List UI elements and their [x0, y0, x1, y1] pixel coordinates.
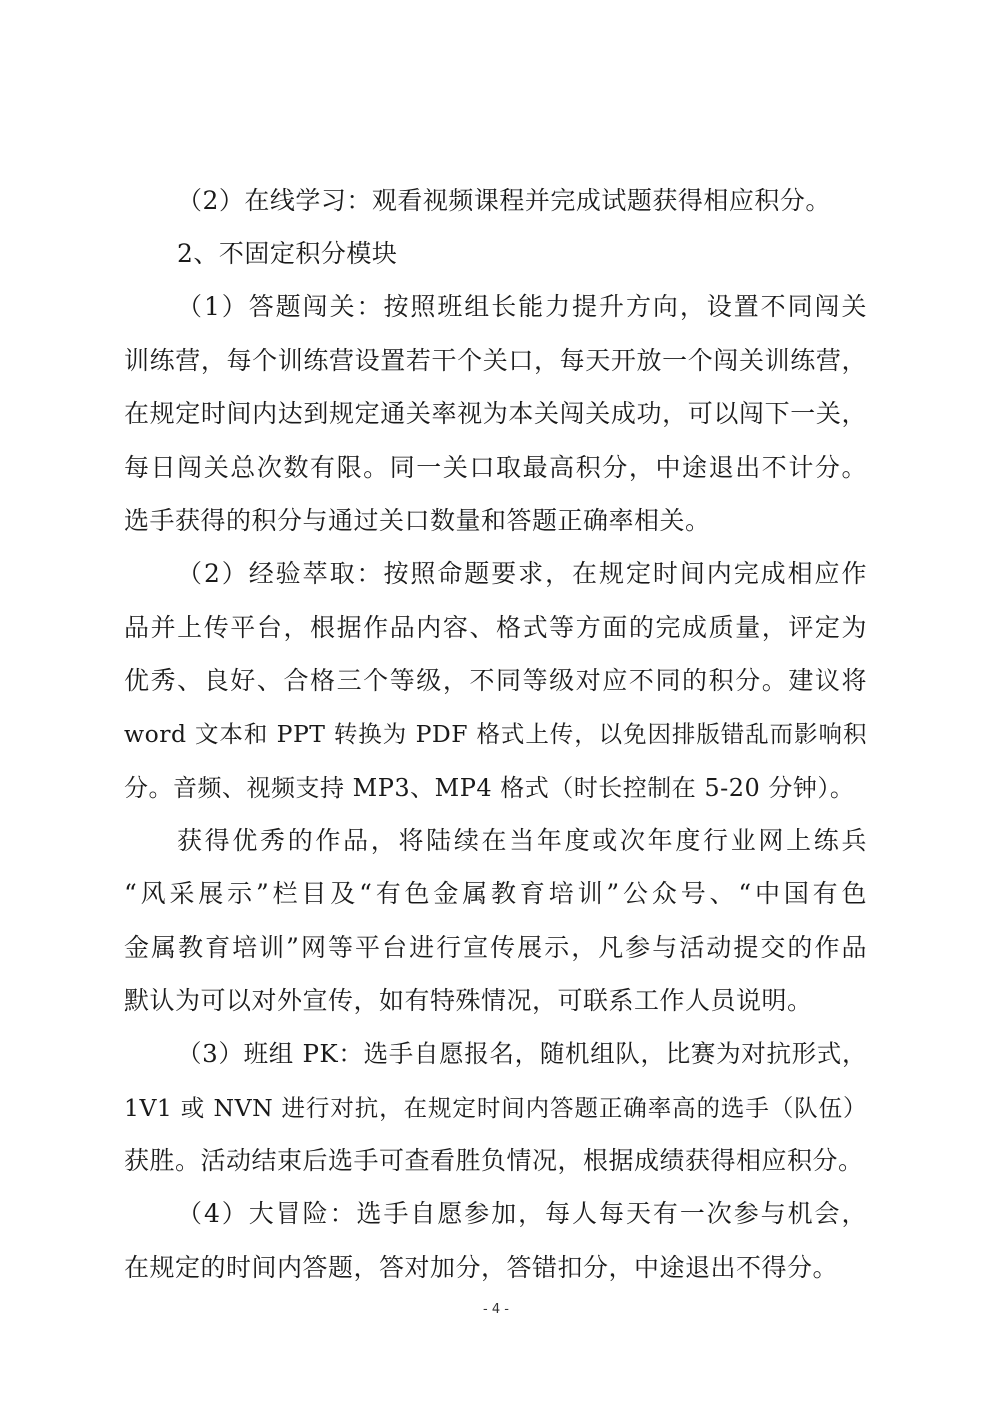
text-line: 2、不固定积分模块: [177, 239, 398, 268]
text-line: 1V1 或 NVN 进行对抗，在规定时间内答题正确率高的选手（队伍）: [124, 1094, 867, 1122]
text-line: word 文本和 PPT 转换为 PDF 格式上传，以免因排版错乱而影响积: [124, 720, 867, 748]
text-line: （2）经验萃取：按照命题要求，在规定时间内完成相应作: [177, 559, 867, 588]
text-line: 获胜。活动结束后选手可查看胜负情况，根据成绩获得相应积分。: [124, 1146, 864, 1175]
text-line: （3）班组 PK：选手自愿报名，随机组队，比赛为对抗形式，: [177, 1039, 867, 1068]
text-line: （1）答题闯关：按照班组长能力提升方向，设置不同闯关: [177, 292, 867, 321]
text-line: 获得优秀的作品，将陆续在当年度或次年度行业网上练兵: [177, 826, 867, 855]
text-line: 每日闯关总次数有限。同一关口取最高积分，中途退出不计分。: [124, 453, 867, 482]
text-line: “风采展示”栏目及“有色金属教育培训”公众号、“中国有色: [124, 879, 867, 908]
text-line: 选手获得的积分与通过关口数量和答题正确率相关。: [124, 506, 711, 535]
text-line: 在规定时间内达到规定通关率视为本关闯关成功，可以闯下一关，: [124, 399, 867, 428]
text-line: 品并上传平台，根据作品内容、格式等方面的完成质量，评定为: [124, 613, 867, 642]
page-number: - 4 -: [483, 1302, 509, 1317]
text-line: （2）在线学习：观看视频课程并完成试题获得相应积分。: [177, 186, 831, 215]
text-line: 训练营，每个训练营设置若干个关口，每天开放一个闯关训练营，: [124, 346, 867, 375]
text-line: 优秀、良好、合格三个等级，不同等级对应不同的积分。建议将: [124, 666, 867, 695]
text-line: 金属教育培训”网等平台进行宣传展示，凡参与活动提交的作品: [124, 933, 867, 962]
text-line: 在规定的时间内答题，答对加分，答错扣分，中途退出不得分。: [124, 1253, 839, 1282]
text-line: （4）大冒险：选手自愿参加，每人每天有一次参与机会，: [177, 1199, 867, 1228]
text-line: 默认为可以对外宣传，如有特殊情况，可联系工作人员说明。: [124, 986, 813, 1015]
text-line: 分。音频、视频支持 MP3、MP4 格式（时长控制在 5-20 分钟）。: [124, 774, 855, 802]
